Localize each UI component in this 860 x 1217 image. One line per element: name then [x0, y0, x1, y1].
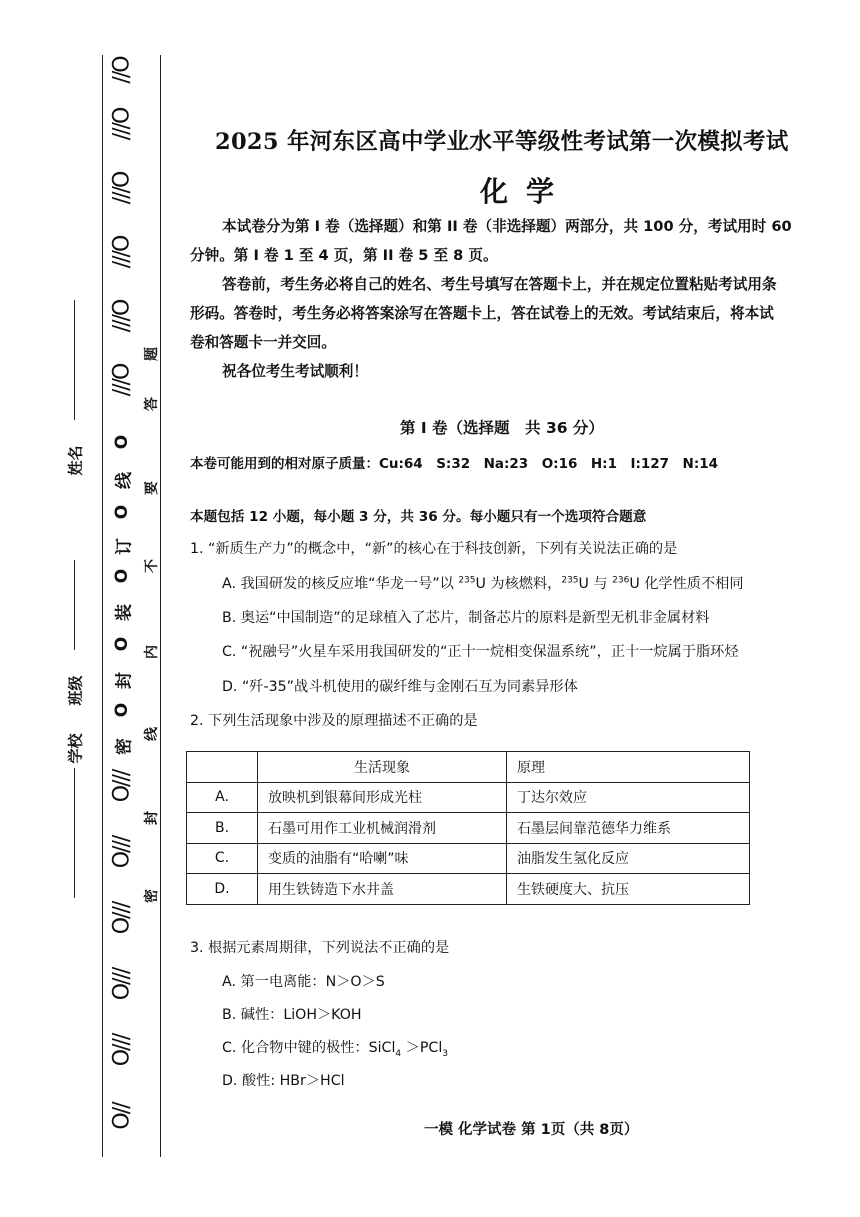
- intro-line-3: 答卷前，考生务必将自己的姓名、考生号填写在答题卡上，并在规定位置粘贴考试用条: [222, 276, 777, 293]
- class-label: 班级: [66, 675, 85, 706]
- subject-title: 化学: [480, 175, 573, 208]
- inner-char-feng: 封: [144, 811, 160, 825]
- table-cell: 石墨可用作工业机械润滑剂: [258, 813, 507, 844]
- inner-char-bu: 不: [144, 559, 160, 573]
- q1-option-a: A. 我国研发的核反应堆“华龙一号”以 $^{235}$U 为核燃料，$^{235}$U 与 $^{236}$U 化学性质不相同: [222, 575, 744, 592]
- table-row: [187, 813, 750, 844]
- school-field-line: [74, 768, 75, 898]
- table-header-cell: 生活现象: [258, 752, 507, 783]
- q2-table: [186, 751, 750, 905]
- q3-option-a: A. 第一电离能：N＞O＞S: [222, 974, 385, 990]
- intro-line-1: 本试卷分为第 I 卷（选择题）和第 II 卷（非选择题）两部分，共 100 分，考试用时 60: [222, 218, 792, 235]
- table-header-cell: 原理: [507, 752, 750, 783]
- table-row: [187, 843, 750, 874]
- name-field-line: [74, 300, 75, 420]
- seal-char-mi: 密: [114, 738, 135, 755]
- q3-option-d: D. 酸性: HBr＞HCl: [222, 1073, 345, 1089]
- intro-line-5: 卷和答题卡一并交回。: [190, 334, 336, 351]
- q3-option-c: C. 化合物中键的极性：SiCl$_4$ ＞PCl$_3$: [222, 1040, 448, 1059]
- table-row: [187, 782, 750, 813]
- page-footer: 一模 化学试卷 第 1页（共 8页）: [424, 1122, 639, 1138]
- inner-char-ti: 题: [144, 347, 160, 361]
- table-cell: C.: [187, 843, 258, 874]
- inner-char-da: 答: [144, 397, 160, 411]
- q3-stem: 3. 根据元素周期律，下列说法不正确的是: [190, 940, 450, 956]
- table-row: [187, 874, 750, 905]
- q1-option-b: B. 奥运“中国制造”的足球植入了芯片，制备芯片的原料是新型无机非金属材料: [222, 610, 710, 626]
- intro-line-4: 形码。答卷时，考生务必将答案涂写在答题卡上，答在试卷上的无效。考试结束后，将本试: [190, 305, 774, 322]
- inner-char-mi: 密: [144, 889, 160, 903]
- table-cell: 放映机到银幕间形成光柱: [258, 782, 507, 813]
- seal-char-zhuang: 装: [114, 604, 135, 621]
- seal-char-ding: 订: [114, 538, 135, 555]
- intro-line-2: 分钟。第 I 卷 1 至 4 页，第 II 卷 5 至 8 页。: [190, 247, 498, 264]
- table-cell: 油脂发生氢化反应: [507, 843, 750, 874]
- name-label: 姓名: [66, 445, 85, 476]
- class-field-line: [74, 560, 75, 650]
- inner-char-nei: 内: [144, 645, 160, 659]
- inner-char-xian: 线: [144, 727, 160, 741]
- binding-line-outer: [102, 55, 103, 1157]
- table-cell: D.: [187, 874, 258, 905]
- intro-wish: 祝各位考生考试顺利！: [222, 363, 368, 380]
- table-cell: 变质的油脂有“哈喇”味: [258, 843, 507, 874]
- table-cell: B.: [187, 813, 258, 844]
- inner-char-yao: 要: [144, 481, 160, 495]
- q1-option-d: D. “歼-35”战斗机使用的碳纤维与金刚石互为同素异形体: [222, 679, 578, 695]
- exam-title: 2025 年河东区高中学业水平等级性考试第一次模拟考试: [215, 129, 789, 155]
- section-instruction: 本题包括 12 小题，每小题 3 分，共 36 分。每小题只有一个选项符合题意: [190, 509, 647, 525]
- table-cell: 生铁硬度大、抗压: [507, 874, 750, 905]
- seal-char-line: 线: [114, 472, 135, 489]
- table-cell: A.: [187, 782, 258, 813]
- seal-strip: //O ///O ///O ///O ///O ///O O 线 O 订 O 装 O 封 O 密 O/// O/// O/// O/// O/// O//: [109, 57, 135, 1130]
- q1-stem: 1. “新质生产力”的概念中，“新”的核心在于科技创新，下列有关说法正确的是: [190, 541, 678, 557]
- seal-char-feng: 封: [114, 672, 135, 689]
- table-cell: 丁达尔效应: [507, 782, 750, 813]
- q2-stem: 2. 下列生活现象中涉及的原理描述不正确的是: [190, 713, 478, 729]
- table-cell: 用生铁铸造下水井盖: [258, 874, 507, 905]
- table-header-row: [187, 752, 750, 783]
- q1-option-c: C. “祝融号”火星车采用我国研发的“正十一烷相变保温系统”，正十一烷属于脂环烃: [222, 644, 739, 660]
- table-cell: 石墨层间靠范德华力维系: [507, 813, 750, 844]
- section-title: 第 I 卷（选择题 共 36 分）: [400, 419, 604, 437]
- table-header-cell: [187, 752, 258, 783]
- q3-option-b: B. 碱性：LiOH＞KOH: [222, 1007, 362, 1023]
- binding-line-inner: [160, 55, 161, 1157]
- school-label: 学校: [66, 733, 85, 764]
- atomic-masses: 本卷可能用到的相对原子质量：Cu:64 S:32 Na:23 O:16 H:1 I:127 N:14: [190, 456, 719, 472]
